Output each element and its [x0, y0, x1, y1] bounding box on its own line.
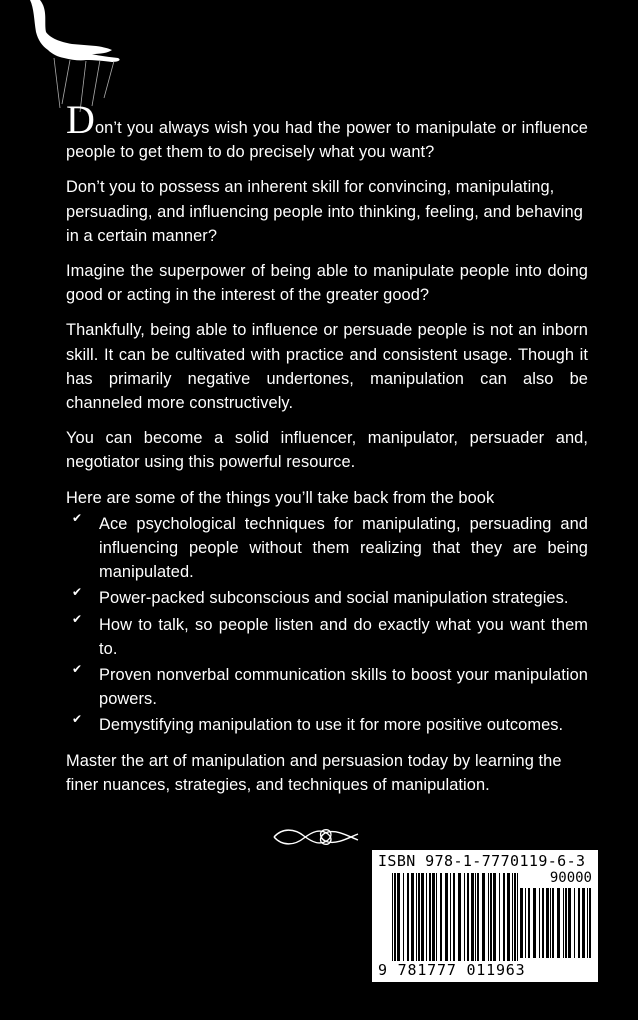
barcode-bar [403, 873, 404, 961]
intro-paragraph [66, 97, 588, 164]
barcode-bar [503, 873, 505, 961]
barcode-bar [520, 888, 523, 958]
barcode-bar [464, 873, 465, 961]
barcode-bar [525, 888, 526, 958]
benefits-list [66, 512, 588, 738]
drop-cap: D [66, 97, 95, 142]
list-item-text: Proven nonverbal communication skills to boost your manipulation powers. [99, 666, 588, 709]
barcode-bar [416, 873, 417, 961]
barcode-bar [563, 888, 564, 958]
barcode-bar [440, 873, 442, 961]
barcode-bar [507, 873, 510, 961]
barcode-bar [432, 873, 435, 961]
list-item-text: How to talk, so people listen and do exactly what you want them to. [99, 615, 588, 658]
barcode-bar [490, 873, 492, 961]
paragraph-3: Thankfully, being able to influence or persuade people is not an inborn skill. It can be cultivated with practice and consistent usage. Though it has primarily negative undertones, manipulation can also be channeled more constructively. [66, 321, 588, 413]
barcode-bar [552, 888, 554, 958]
barcode-bar [533, 888, 536, 958]
ean-digits: 9 781777 011963 [378, 961, 526, 979]
barcode-bar [477, 873, 479, 961]
barcode-bar [568, 888, 571, 958]
checkmark-icon: ✔ [72, 611, 83, 626]
list-item [66, 512, 588, 585]
barcode-bar [582, 888, 585, 958]
barcode-bar [542, 888, 544, 958]
barcode-bar [421, 873, 424, 961]
barcode-bar [394, 873, 396, 961]
barcode-bar [499, 873, 500, 961]
checkmark-icon: ✔ [72, 585, 83, 600]
list-item [66, 613, 588, 661]
barcode-bar [475, 873, 476, 961]
barcode-bar [578, 888, 580, 958]
checkmark-icon: ✔ [72, 510, 83, 525]
flourish-icon [270, 824, 362, 850]
addon-bars [520, 888, 592, 958]
barcode-bar [453, 873, 455, 961]
intro-text: on’t you always wish you had the power to manipulate or influence people to get them to do precisely what you want? [66, 119, 588, 162]
barcode-bar [426, 873, 427, 961]
barcode-bar [587, 888, 588, 958]
back-cover-description [66, 97, 588, 808]
list-item-text: Demystifying manipulation to use it for more positive outcomes. [99, 716, 564, 735]
barcode-bar [574, 888, 575, 958]
isbn-label: ISBN 978-1-7770119-6-3 [378, 852, 586, 870]
barcode-bar [458, 873, 461, 961]
barcode-bar [436, 873, 437, 961]
list-item [66, 663, 588, 711]
barcode-bar [546, 888, 549, 958]
closing-paragraph: Master the art of manipulation and persuasion today by learning the finer nuances, strategies, and techniques of manipulation. [66, 751, 562, 794]
list-item [66, 713, 588, 737]
list-intro: Here are some of the things you’ll take back from the book [66, 488, 495, 507]
list-item [66, 586, 588, 610]
barcode-bar [557, 888, 560, 958]
barcode-bar [493, 873, 496, 961]
checkmark-icon: ✔ [72, 662, 83, 677]
barcode-bar [550, 888, 551, 958]
barcode-bar [418, 873, 420, 961]
barcode-bar [467, 873, 469, 961]
barcode-bar [471, 873, 474, 961]
barcode-bar [517, 873, 518, 961]
barcode-bar [514, 873, 516, 961]
barcode-bar [411, 873, 414, 961]
barcode-bar [528, 888, 530, 958]
barcode-bar [589, 888, 591, 958]
list-item-text: Power-packed subconscious and social manipulation strategies. [99, 589, 569, 608]
list-item-text: Ace psychological techniques for manipulating, persuading and influencing people without them realizing that they are being manipulated. [99, 514, 588, 582]
barcode-bar [482, 873, 485, 961]
checkmark-icon: ✔ [72, 712, 83, 727]
barcode-bar [445, 873, 448, 961]
isbn-barcode [372, 850, 598, 982]
paragraph-1: Don’t you to possess an inherent skill for convincing, manipulating, persuading, and influencing people into thinking, feeling, and behaving in a certain manner? [66, 178, 583, 245]
barcode-bar [512, 873, 513, 961]
barcode-bar [392, 873, 393, 961]
paragraph-4: You can become a solid influencer, manipulator, persuader and, negotiator using this powerful resource. [66, 429, 588, 472]
paragraph-2: Imagine the superpower of being able to manipulate people into doing good or acting in the interest of the greater good? [66, 262, 588, 305]
barcode-bar [488, 873, 489, 961]
price-code: 90000 [549, 870, 592, 886]
barcode-bar [407, 873, 409, 961]
barcode-bar [397, 873, 400, 961]
barcode-bar [565, 888, 567, 958]
ean-bars [392, 873, 518, 961]
barcode-bar [429, 873, 431, 961]
barcode-bar [450, 873, 451, 961]
barcode-bar [539, 888, 540, 958]
